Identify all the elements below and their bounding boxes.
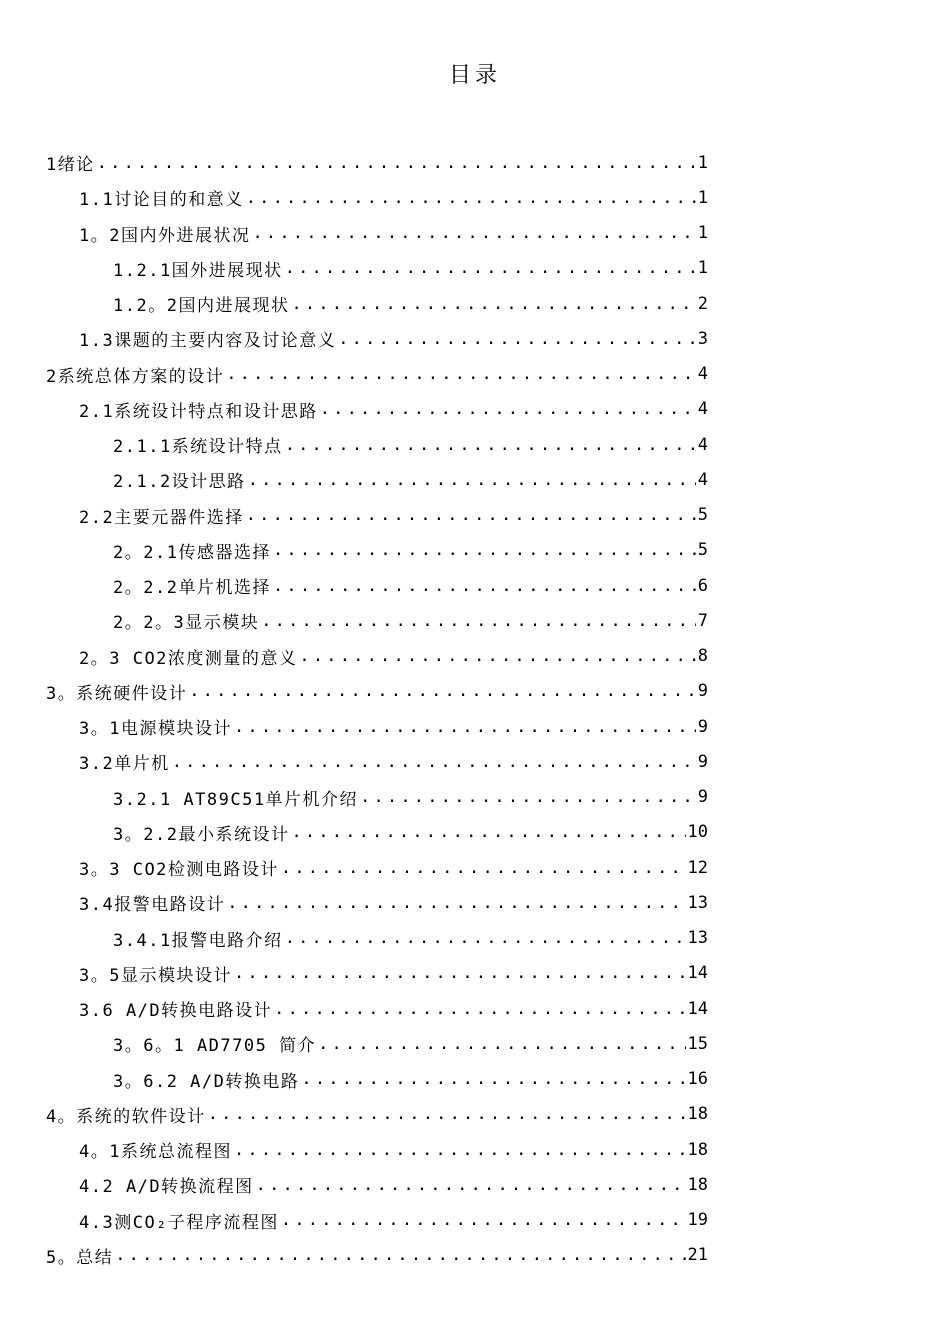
toc-entry-page-number: 9 (697, 716, 708, 737)
toc-entry-page-number: 2 (697, 293, 708, 314)
toc-entry-page-number: 21 (687, 1245, 708, 1266)
toc-entry-page-number: 8 (697, 646, 708, 667)
toc-entry-label: 1.1讨论目的和意义 (79, 190, 244, 211)
toc-entry-page-number: 9 (697, 751, 708, 772)
toc-entry-label: 1。2国内外进展状况 (79, 225, 251, 246)
toc-entry-label: 5。总结 (46, 1247, 114, 1268)
toc-entry-page-number: 12 (687, 857, 708, 878)
toc-entry[interactable] (46, 850, 708, 885)
toc-entry[interactable] (46, 1132, 708, 1167)
toc-dot-leader (285, 258, 696, 278)
toc-entry-label: 2.1.1系统设计特点 (113, 437, 283, 458)
toc-entry[interactable] (46, 251, 708, 286)
toc-entry-label: 2。2。3显示模块 (113, 613, 260, 634)
toc-entry[interactable] (46, 709, 708, 744)
toc-entry-label: 1.2。2国内进展现状 (113, 296, 290, 317)
toc-entry-label: 3。系统硬件设计 (46, 683, 188, 704)
toc-dot-leader (320, 399, 696, 419)
toc-entry[interactable] (46, 815, 708, 850)
toc-entry[interactable] (46, 956, 708, 991)
toc-entry[interactable] (46, 603, 708, 638)
toc-entry-label: 1.3课题的主要内容及讨论意义 (79, 331, 337, 352)
toc-entry[interactable] (46, 286, 708, 321)
toc-entry[interactable] (46, 498, 708, 533)
toc-dot-leader (97, 153, 696, 173)
toc-dot-leader (273, 540, 696, 560)
toc-entry-label: 1.2.1国外进展现状 (113, 260, 283, 281)
toc-entry[interactable] (46, 145, 708, 180)
toc-entry-label: 3.4报警电路设计 (79, 895, 226, 916)
toc-dot-leader (256, 1175, 686, 1195)
toc-entry[interactable] (46, 1238, 708, 1273)
toc-dot-leader (248, 470, 696, 490)
toc-dot-leader (226, 364, 696, 384)
toc-entry-label: 3。1电源模块设计 (79, 719, 232, 740)
toc-entry-label: 3.2.1 AT89C51单片机介绍 (113, 789, 359, 810)
toc-entry-page-number: 3 (697, 328, 708, 349)
toc-dot-leader (338, 329, 696, 349)
toc-dot-leader (189, 681, 696, 701)
toc-entry-page-number: 15 (687, 1033, 708, 1054)
toc-entry[interactable] (46, 568, 708, 603)
toc-dot-leader (208, 1104, 686, 1124)
toc-dot-leader (285, 435, 696, 455)
toc-dot-leader (291, 822, 685, 842)
toc-dot-leader (227, 893, 685, 913)
toc-entry-page-number: 9 (697, 787, 708, 808)
toc-dot-leader (299, 646, 695, 666)
toc-entry-label: 3.6 A/D转换电路设计 (79, 1001, 273, 1022)
toc-entry-page-number: 1 (697, 258, 708, 279)
toc-entry-page-number: 14 (687, 963, 708, 984)
toc-entry-page-number: 5 (697, 505, 708, 526)
toc-entry-page-number: 5 (697, 540, 708, 561)
toc-dot-leader (360, 787, 696, 807)
toc-entry[interactable] (46, 1062, 708, 1097)
toc-dot-leader (281, 1210, 686, 1230)
page-title: 目录 (448, 63, 501, 88)
toc-entry-label: 2。2.2单片机选择 (113, 578, 271, 599)
toc-entry[interactable] (46, 991, 708, 1026)
toc-entry[interactable] (46, 639, 708, 674)
toc-entry-page-number: 13 (687, 928, 708, 949)
toc-entry-page-number: 18 (687, 1174, 708, 1195)
toc-entry-label: 3。3 CO2检测电路设计 (79, 860, 279, 881)
toc-entry[interactable] (46, 321, 708, 356)
toc-entry-label: 1绪论 (46, 155, 95, 176)
toc-entry[interactable] (46, 1097, 708, 1132)
toc-entry-page-number: 16 (687, 1069, 708, 1090)
toc-dot-leader (318, 1034, 685, 1054)
toc-dot-leader (172, 752, 696, 772)
toc-entry-label: 4。系统的软件设计 (46, 1106, 206, 1127)
toc-dot-leader (234, 717, 696, 737)
toc-entry-label: 3。6。1 AD7705 简介 (113, 1036, 317, 1057)
toc-entry-page-number: 18 (687, 1104, 708, 1125)
toc-entry-label: 3。2.2最小系统设计 (113, 824, 290, 845)
toc-entry[interactable] (46, 1203, 708, 1238)
toc-entry[interactable] (46, 921, 708, 956)
toc-dot-leader (281, 858, 686, 878)
toc-entry-page-number: 4 (697, 399, 708, 420)
toc-dot-leader (246, 188, 696, 208)
toc-entry-page-number: 14 (687, 998, 708, 1019)
toc-entry-label: 2.1系统设计特点和设计思路 (79, 401, 318, 422)
toc-entry-page-number: 10 (687, 822, 708, 843)
toc-dot-leader (246, 505, 696, 525)
toc-entry-label: 2.1.2设计思路 (113, 472, 246, 493)
table-of-contents (46, 145, 708, 1273)
toc-dot-leader (301, 1069, 685, 1089)
toc-entry-page-number: 1 (697, 223, 708, 244)
toc-entry[interactable] (46, 780, 708, 815)
toc-dot-leader (274, 999, 685, 1019)
toc-entry[interactable] (46, 357, 708, 392)
toc-entry[interactable] (46, 744, 708, 779)
toc-entry-page-number: 4 (697, 469, 708, 490)
toc-entry-label: 4.3测CO₂子程序流程图 (79, 1212, 279, 1233)
toc-entry[interactable] (46, 1026, 708, 1061)
toc-entry-page-number: 13 (687, 892, 708, 913)
toc-dot-leader (291, 294, 695, 314)
toc-entry[interactable] (46, 885, 708, 920)
toc-entry-page-number: 4 (697, 434, 708, 455)
toc-entry-page-number: 6 (697, 575, 708, 596)
toc-dot-leader (252, 223, 695, 243)
toc-dot-leader (261, 611, 696, 631)
toc-entry-label: 3。5显示模块设计 (79, 965, 232, 986)
toc-entry-label: 2系统总体方案的设计 (46, 366, 225, 387)
toc-entry-page-number: 4 (697, 364, 708, 385)
toc-entry[interactable] (46, 180, 708, 215)
toc-entry-label: 4.2 A/D转换流程图 (79, 1177, 254, 1198)
toc-entry-page-number: 7 (697, 610, 708, 631)
toc-entry-page-number: 1 (697, 152, 708, 173)
toc-dot-leader (285, 928, 686, 948)
toc-entry-page-number: 1 (697, 187, 708, 208)
toc-entry-page-number: 19 (687, 1210, 708, 1231)
toc-entry-label: 3。6.2 A/D转换电路 (113, 1071, 300, 1092)
toc-entry[interactable] (46, 216, 708, 251)
toc-entry[interactable] (46, 462, 708, 497)
toc-entry[interactable] (46, 533, 708, 568)
toc-dot-leader (234, 1140, 686, 1160)
toc-entry[interactable] (46, 392, 708, 427)
toc-dot-leader (115, 1245, 685, 1265)
toc-entry-page-number: 9 (697, 681, 708, 702)
toc-entry-label: 2.2主要元器件选择 (79, 507, 244, 528)
toc-entry[interactable] (46, 427, 708, 462)
toc-entry-label: 4。1系统总流程图 (79, 1142, 232, 1163)
toc-entry-label: 3.4.1报警电路介绍 (113, 930, 283, 951)
toc-dot-leader (234, 963, 686, 983)
toc-dot-leader (273, 576, 696, 596)
toc-entry-label: 3.2单片机 (79, 754, 170, 775)
toc-entry-page-number: 18 (687, 1139, 708, 1160)
toc-entry-label: 2。3 CO2浓度测量的意义 (79, 648, 298, 669)
toc-entry-label: 2。2.1传感器选择 (113, 542, 271, 563)
toc-entry[interactable] (46, 674, 708, 709)
toc-entry[interactable] (46, 1167, 708, 1202)
